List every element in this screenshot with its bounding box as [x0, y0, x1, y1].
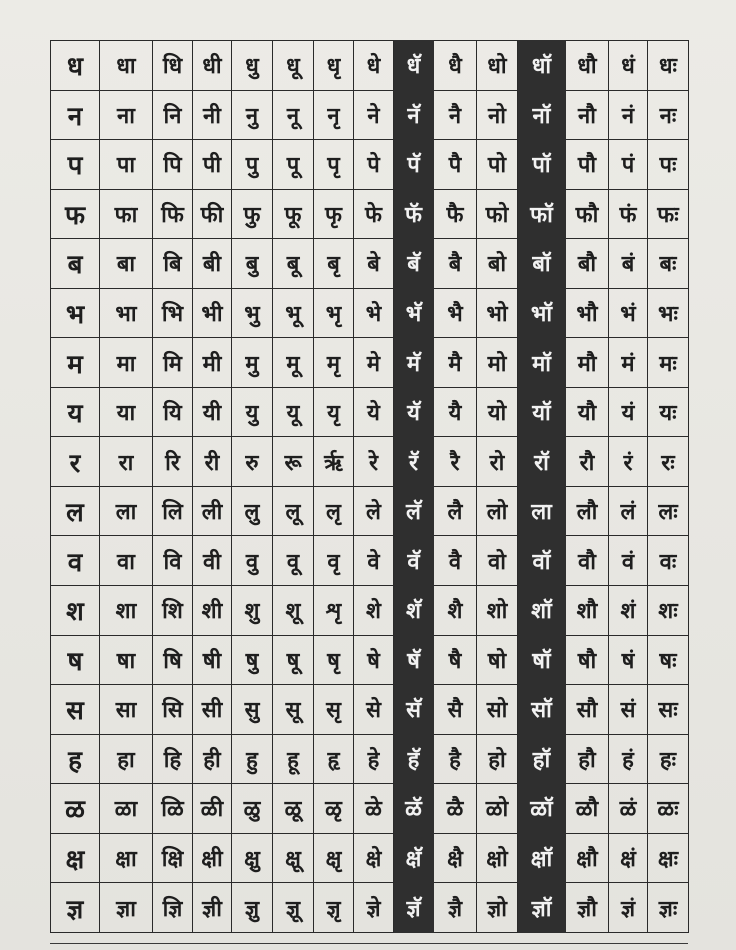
- syllable-cell: वो: [477, 536, 518, 586]
- syllable-cell: बि: [153, 239, 193, 289]
- syllable-cell: वा: [100, 536, 153, 586]
- syllable-cell: मू: [273, 338, 314, 388]
- syllable-cell: ज्ञः: [648, 883, 689, 933]
- syllable-cell: भो: [477, 288, 518, 338]
- syllable-cell: भा: [100, 288, 153, 338]
- syllable-cell: ये: [354, 387, 394, 437]
- syllable-cell: ज्ञृ: [314, 883, 354, 933]
- syllable-cell: ज्ञे: [354, 883, 394, 933]
- syllable-cell: हौ: [566, 734, 609, 784]
- syllable-cell: नी: [193, 90, 232, 140]
- syllable-cell: षि: [153, 635, 193, 685]
- table-row: [51, 635, 689, 685]
- syllable-cell: वि: [153, 536, 193, 586]
- syllable-cell: यै: [434, 387, 477, 437]
- syllable-cell: फं: [609, 189, 648, 239]
- syllable-cell: सॅ: [394, 685, 434, 735]
- syllable-cell: षा: [100, 635, 153, 685]
- syllable-cell: रै: [434, 437, 477, 487]
- syllable-cell: फि: [153, 189, 193, 239]
- table-row: [51, 387, 689, 437]
- syllable-cell: रे: [354, 437, 394, 487]
- syllable-cell: मो: [477, 338, 518, 388]
- syllable-cell: ना: [100, 90, 153, 140]
- syllable-cell: बा: [100, 239, 153, 289]
- syllable-cell: वृ: [314, 536, 354, 586]
- syllable-cell: भु: [232, 288, 273, 338]
- syllable-cell: क्षो: [477, 833, 518, 883]
- syllable-cell: नि: [153, 90, 193, 140]
- syllable-cell: धृ: [314, 41, 354, 91]
- syllable-cell: या: [100, 387, 153, 437]
- syllable-cell: बः: [648, 239, 689, 289]
- syllable-cell: पा: [100, 140, 153, 190]
- syllable-cell: शे: [354, 586, 394, 636]
- syllable-cell: रो: [477, 437, 518, 487]
- syllable-cell: हॅ: [394, 734, 434, 784]
- syllable-cell: वी: [193, 536, 232, 586]
- consonant-cell: ह: [51, 734, 100, 784]
- syllable-cell: धु: [232, 41, 273, 91]
- syllable-cell: क्षै: [434, 833, 477, 883]
- syllable-cell: हो: [477, 734, 518, 784]
- syllable-cell: बॉ: [518, 239, 566, 289]
- syllable-cell: धू: [273, 41, 314, 91]
- syllable-cell: षृ: [314, 635, 354, 685]
- syllable-cell: भौ: [566, 288, 609, 338]
- syllable-cell: लृ: [314, 486, 354, 536]
- syllable-cell: षं: [609, 635, 648, 685]
- syllable-cell: यी: [193, 387, 232, 437]
- syllable-cell: मं: [609, 338, 648, 388]
- table-row: [51, 734, 689, 784]
- syllable-cell: फू: [273, 189, 314, 239]
- syllable-cell: यु: [232, 387, 273, 437]
- syllable-cell: वौ: [566, 536, 609, 586]
- syllable-cell: सा: [100, 685, 153, 735]
- syllable-cell: वे: [354, 536, 394, 586]
- syllable-cell: हू: [273, 734, 314, 784]
- syllable-cell: मॉ: [518, 338, 566, 388]
- syllable-cell: क्षॉ: [518, 833, 566, 883]
- syllable-cell: षः: [648, 635, 689, 685]
- syllable-cell: ली: [193, 486, 232, 536]
- syllable-cell: धो: [477, 41, 518, 91]
- syllable-cell: यो: [477, 387, 518, 437]
- consonant-cell: ळ: [51, 784, 100, 834]
- syllable-cell: षो: [477, 635, 518, 685]
- syllable-cell: धि: [153, 41, 193, 91]
- syllable-cell: मी: [193, 338, 232, 388]
- syllable-cell: बे: [354, 239, 394, 289]
- consonant-cell: प: [51, 140, 100, 190]
- syllable-cell: यि: [153, 387, 193, 437]
- table-row: [51, 536, 689, 586]
- syllable-cell: क्षु: [232, 833, 273, 883]
- syllable-cell: फौ: [566, 189, 609, 239]
- syllable-cell: बै: [434, 239, 477, 289]
- syllable-cell: सी: [193, 685, 232, 735]
- consonant-cell: र: [51, 437, 100, 487]
- syllable-cell: नै: [434, 90, 477, 140]
- syllable-cell: शो: [477, 586, 518, 636]
- syllable-cell: वॅ: [394, 536, 434, 586]
- syllable-cell: धॉ: [518, 41, 566, 91]
- syllable-cell: से: [354, 685, 394, 735]
- syllable-cell: पः: [648, 140, 689, 190]
- syllable-cell: फॅ: [394, 189, 434, 239]
- syllable-cell: फो: [477, 189, 518, 239]
- syllable-cell: फै: [434, 189, 477, 239]
- syllable-cell: ज्ञॉ: [518, 883, 566, 933]
- syllable-cell: ज्ञा: [100, 883, 153, 933]
- syllable-cell: पे: [354, 140, 394, 190]
- syllable-cell: हु: [232, 734, 273, 784]
- consonant-cell: श: [51, 586, 100, 636]
- syllable-cell: यॅ: [394, 387, 434, 437]
- syllable-cell: सं: [609, 685, 648, 735]
- syllable-cell: लि: [153, 486, 193, 536]
- syllable-cell: पै: [434, 140, 477, 190]
- syllable-cell: रं: [609, 437, 648, 487]
- syllable-cell: ज्ञू: [273, 883, 314, 933]
- syllable-cell: रू: [273, 437, 314, 487]
- syllable-cell: ळि: [153, 784, 193, 834]
- consonant-cell: फ: [51, 189, 100, 239]
- syllable-cell: मृ: [314, 338, 354, 388]
- syllable-cell: ज्ञो: [477, 883, 518, 933]
- table-row: [51, 239, 689, 289]
- syllable-cell: ही: [193, 734, 232, 784]
- syllable-cell: ळी: [193, 784, 232, 834]
- syllable-cell: शु: [232, 586, 273, 636]
- syllable-cell: लु: [232, 486, 273, 536]
- syllable-cell: नः: [648, 90, 689, 140]
- syllable-cell: धं: [609, 41, 648, 91]
- syllable-cell: वु: [232, 536, 273, 586]
- syllable-cell: क्षा: [100, 833, 153, 883]
- syllable-cell: धे: [354, 41, 394, 91]
- syllable-cell: फा: [100, 189, 153, 239]
- syllable-cell: यः: [648, 387, 689, 437]
- syllable-cell: क्षः: [648, 833, 689, 883]
- consonant-cell: न: [51, 90, 100, 140]
- syllable-cell: ळै: [434, 784, 477, 834]
- syllable-cell: ज्ञॅ: [394, 883, 434, 933]
- table-row: [51, 90, 689, 140]
- syllable-cell: षु: [232, 635, 273, 685]
- table-row: [51, 833, 689, 883]
- consonant-cell: भ: [51, 288, 100, 338]
- syllable-cell: बं: [609, 239, 648, 289]
- syllable-cell: रा: [100, 437, 153, 487]
- syllable-cell: यृ: [314, 387, 354, 437]
- syllable-cell: सि: [153, 685, 193, 735]
- consonant-cell: ज्ञ: [51, 883, 100, 933]
- syllable-cell: लू: [273, 486, 314, 536]
- bottom-rule: [50, 943, 688, 944]
- syllable-cell: यौ: [566, 387, 609, 437]
- syllable-cell: पृ: [314, 140, 354, 190]
- syllable-cell: शॉ: [518, 586, 566, 636]
- syllable-cell: वः: [648, 536, 689, 586]
- syllable-cell: बृ: [314, 239, 354, 289]
- table-body: [51, 41, 689, 933]
- syllable-cell: शं: [609, 586, 648, 636]
- consonant-cell: ष: [51, 635, 100, 685]
- syllable-cell: यं: [609, 387, 648, 437]
- syllable-cell: ळं: [609, 784, 648, 834]
- syllable-cell: शि: [153, 586, 193, 636]
- syllable-cell: षे: [354, 635, 394, 685]
- syllable-cell: फृ: [314, 189, 354, 239]
- syllable-cell: हं: [609, 734, 648, 784]
- syllable-cell: बो: [477, 239, 518, 289]
- syllable-cell: लॅ: [394, 486, 434, 536]
- syllable-cell: ज्ञं: [609, 883, 648, 933]
- syllable-cell: मा: [100, 338, 153, 388]
- syllable-cell: हः: [648, 734, 689, 784]
- syllable-cell: षॉ: [518, 635, 566, 685]
- syllable-cell: भू: [273, 288, 314, 338]
- syllable-cell: बु: [232, 239, 273, 289]
- syllable-cell: नु: [232, 90, 273, 140]
- syllable-cell: वू: [273, 536, 314, 586]
- syllable-cell: हा: [100, 734, 153, 784]
- syllable-cell: ले: [354, 486, 394, 536]
- syllable-cell: यू: [273, 387, 314, 437]
- syllable-cell: क्षौ: [566, 833, 609, 883]
- syllable-cell: नो: [477, 90, 518, 140]
- syllable-cell: ळॅ: [394, 784, 434, 834]
- syllable-cell: षै: [434, 635, 477, 685]
- syllable-cell: षू: [273, 635, 314, 685]
- syllable-cell: यॉ: [518, 387, 566, 437]
- barakhadi-table: [50, 40, 689, 933]
- syllable-cell: सौ: [566, 685, 609, 735]
- table-row: [51, 486, 689, 536]
- syllable-cell: भि: [153, 288, 193, 338]
- table-row: [51, 140, 689, 190]
- syllable-cell: क्षृ: [314, 833, 354, 883]
- syllable-cell: सृ: [314, 685, 354, 735]
- syllable-cell: फः: [648, 189, 689, 239]
- syllable-cell: मौ: [566, 338, 609, 388]
- syllable-cell: ळृ: [314, 784, 354, 834]
- syllable-cell: ळॉ: [518, 784, 566, 834]
- syllable-cell: ळौ: [566, 784, 609, 834]
- syllable-cell: फे: [354, 189, 394, 239]
- syllable-cell: बॅ: [394, 239, 434, 289]
- syllable-cell: लो: [477, 486, 518, 536]
- syllable-cell: भे: [354, 288, 394, 338]
- syllable-cell: ला: [100, 486, 153, 536]
- syllable-cell: क्षं: [609, 833, 648, 883]
- syllable-cell: भृ: [314, 288, 354, 338]
- syllable-cell: धी: [193, 41, 232, 91]
- syllable-cell: फी: [193, 189, 232, 239]
- table-row: [51, 189, 689, 239]
- syllable-cell: री: [193, 437, 232, 487]
- syllable-cell: लः: [648, 486, 689, 536]
- table-row: [51, 288, 689, 338]
- syllable-cell: पो: [477, 140, 518, 190]
- syllable-cell: ळो: [477, 784, 518, 834]
- syllable-cell: वं: [609, 536, 648, 586]
- syllable-cell: नौ: [566, 90, 609, 140]
- syllable-cell: षॅ: [394, 635, 434, 685]
- syllable-cell: लै: [434, 486, 477, 536]
- syllable-cell: शौ: [566, 586, 609, 636]
- consonant-cell: स: [51, 685, 100, 735]
- syllable-cell: ज्ञै: [434, 883, 477, 933]
- syllable-cell: पु: [232, 140, 273, 190]
- syllable-cell: हृ: [314, 734, 354, 784]
- consonant-cell: व: [51, 536, 100, 586]
- syllable-cell: क्षॅ: [394, 833, 434, 883]
- table-row: [51, 685, 689, 735]
- syllable-cell: षी: [193, 635, 232, 685]
- syllable-cell: रः: [648, 437, 689, 487]
- syllable-cell: मे: [354, 338, 394, 388]
- syllable-cell: षौ: [566, 635, 609, 685]
- syllable-cell: शृ: [314, 586, 354, 636]
- syllable-cell: शी: [193, 586, 232, 636]
- syllable-cell: मः: [648, 338, 689, 388]
- syllable-cell: ज्ञौ: [566, 883, 609, 933]
- table-row: [51, 437, 689, 487]
- syllable-cell: ळः: [648, 784, 689, 834]
- syllable-cell: शै: [434, 586, 477, 636]
- syllable-cell: बू: [273, 239, 314, 289]
- syllable-cell: शा: [100, 586, 153, 636]
- syllable-cell: सू: [273, 685, 314, 735]
- syllable-cell: ज्ञी: [193, 883, 232, 933]
- syllable-cell: मि: [153, 338, 193, 388]
- consonant-cell: क्ष: [51, 833, 100, 883]
- syllable-cell: मै: [434, 338, 477, 388]
- syllable-cell: सु: [232, 685, 273, 735]
- syllable-cell: नू: [273, 90, 314, 140]
- syllable-cell: पी: [193, 140, 232, 190]
- syllable-cell: ला: [518, 486, 566, 536]
- syllable-cell: सॉ: [518, 685, 566, 735]
- syllable-cell: धॅ: [394, 41, 434, 91]
- syllable-cell: हि: [153, 734, 193, 784]
- syllable-cell: शः: [648, 586, 689, 636]
- syllable-cell: पॅ: [394, 140, 434, 190]
- syllable-cell: धा: [100, 41, 153, 91]
- syllable-cell: ज्ञु: [232, 883, 273, 933]
- syllable-cell: सो: [477, 685, 518, 735]
- syllable-cell: रॉ: [518, 437, 566, 487]
- syllable-cell: फॉ: [518, 189, 566, 239]
- syllable-cell: सै: [434, 685, 477, 735]
- syllable-cell: पौ: [566, 140, 609, 190]
- table-row: [51, 338, 689, 388]
- syllable-cell: बी: [193, 239, 232, 289]
- consonant-cell: य: [51, 387, 100, 437]
- syllable-cell: पू: [273, 140, 314, 190]
- syllable-cell: रु: [232, 437, 273, 487]
- syllable-cell: क्षू: [273, 833, 314, 883]
- syllable-cell: लं: [609, 486, 648, 536]
- syllable-cell: क्षे: [354, 833, 394, 883]
- syllable-cell: पि: [153, 140, 193, 190]
- syllable-cell: भी: [193, 288, 232, 338]
- table-row: [51, 41, 689, 91]
- syllable-cell: भः: [648, 288, 689, 338]
- table-row: [51, 586, 689, 636]
- syllable-cell: रौ: [566, 437, 609, 487]
- syllable-cell: शू: [273, 586, 314, 636]
- syllable-cell: धः: [648, 41, 689, 91]
- syllable-cell: नृ: [314, 90, 354, 140]
- syllable-cell: मु: [232, 338, 273, 388]
- syllable-cell: रृ: [314, 437, 354, 487]
- syllable-cell: क्षि: [153, 833, 193, 883]
- syllable-cell: नॉ: [518, 90, 566, 140]
- syllable-cell: क्षी: [193, 833, 232, 883]
- consonant-cell: म: [51, 338, 100, 388]
- syllable-cell: धौ: [566, 41, 609, 91]
- syllable-cell: है: [434, 734, 477, 784]
- table-row: [51, 784, 689, 834]
- syllable-cell: बौ: [566, 239, 609, 289]
- syllable-cell: ळू: [273, 784, 314, 834]
- syllable-cell: नॅ: [394, 90, 434, 140]
- consonant-cell: ल: [51, 486, 100, 536]
- syllable-cell: वै: [434, 536, 477, 586]
- syllable-cell: भं: [609, 288, 648, 338]
- syllable-cell: ळा: [100, 784, 153, 834]
- table-row: [51, 883, 689, 933]
- syllable-cell: भॉ: [518, 288, 566, 338]
- syllable-cell: शॅ: [394, 586, 434, 636]
- syllable-cell: सः: [648, 685, 689, 735]
- syllable-cell: हे: [354, 734, 394, 784]
- syllable-cell: नं: [609, 90, 648, 140]
- syllable-cell: भै: [434, 288, 477, 338]
- syllable-cell: ने: [354, 90, 394, 140]
- syllable-cell: ळे: [354, 784, 394, 834]
- syllable-cell: धै: [434, 41, 477, 91]
- consonant-cell: ध: [51, 41, 100, 91]
- syllable-cell: रि: [153, 437, 193, 487]
- syllable-cell: रॅ: [394, 437, 434, 487]
- syllable-cell: पं: [609, 140, 648, 190]
- syllable-cell: वॉ: [518, 536, 566, 586]
- syllable-cell: भॅ: [394, 288, 434, 338]
- syllable-cell: ळु: [232, 784, 273, 834]
- syllable-cell: लौ: [566, 486, 609, 536]
- syllable-cell: पॉ: [518, 140, 566, 190]
- consonant-cell: ब: [51, 239, 100, 289]
- syllable-cell: हॉ: [518, 734, 566, 784]
- syllable-cell: फु: [232, 189, 273, 239]
- syllable-cell: ज्ञि: [153, 883, 193, 933]
- syllable-cell: मॅ: [394, 338, 434, 388]
